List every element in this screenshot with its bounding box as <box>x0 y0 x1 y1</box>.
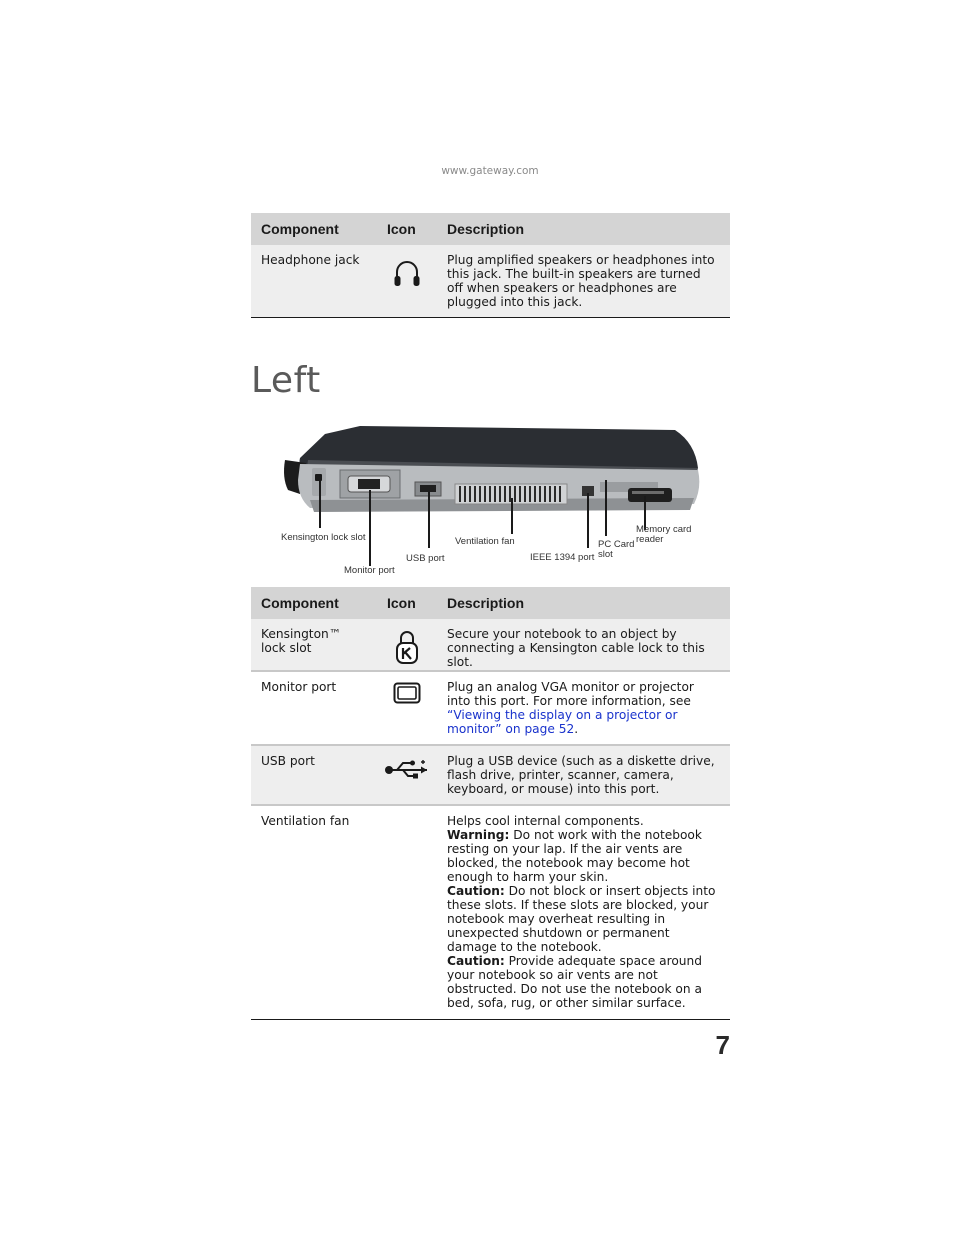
headphone-component-table <box>251 213 730 318</box>
warning-label: Warning: <box>447 828 510 842</box>
kensington-lock-icon <box>394 629 420 665</box>
caution-label: Caution: <box>447 884 505 898</box>
page-number: 7 <box>715 1030 730 1060</box>
left-side-component-table <box>251 587 730 1020</box>
component-description: Plug a USB device (such as a diskette drive, flash drive, printer, scanner, camera, keyboard, or mouse) into this port. <box>437 745 730 805</box>
table-row <box>251 245 730 318</box>
table-row <box>251 671 730 745</box>
monitor-icon <box>393 682 421 704</box>
table-row <box>251 745 730 805</box>
component-description: Plug amplified speakers or headphones into this jack. The built-in speakers are turned off when speakers or headphones are plugged into this jack. <box>437 245 730 318</box>
section-title: Left <box>251 360 321 401</box>
column-header-description: Description <box>437 587 730 619</box>
viewing-display-link[interactable]: “Viewing the display on a projector or monitor” on page 52 <box>447 708 678 736</box>
callout-monitor-port: Monitor port <box>344 565 395 576</box>
callout-ieee-1394-port: IEEE 1394 port <box>530 552 595 563</box>
caution-label: Caution: <box>447 954 505 968</box>
table-row <box>251 805 730 1020</box>
column-header-component: Component <box>251 587 377 619</box>
callout-memory-card-reader: Memory card reader <box>636 524 692 545</box>
headphone-icon <box>392 257 422 291</box>
usb-icon <box>383 758 431 780</box>
table-row <box>251 619 730 671</box>
column-header-icon: Icon <box>377 587 437 619</box>
callout-pc-card-slot: PC Card slot <box>598 539 635 560</box>
column-header-description: Description <box>437 213 730 245</box>
component-description: Secure your notebook to an object by connecting a Kensington cable lock to this slot. <box>437 619 730 671</box>
component-name: USB port <box>251 745 377 805</box>
callout-kensington-lock-slot: Kensington lock slot <box>281 532 366 543</box>
column-header-component: Component <box>251 213 377 245</box>
component-name: Monitor port <box>251 671 377 745</box>
callout-ventilation-fan: Ventilation fan <box>455 536 515 547</box>
component-description: Helps cool internal components. Warning: Do not work with the notebook resting on your lap. If the air vents are blocked, the notebook may become hot enough to harm your skin. Caution: Do not block or insert objects into these slots. If these slots are blocked, your notebook may overheat resulting in unexpected shutdown or permanent damage to the notebook. Caution: Provide adequate space around your notebook so air vents are not obstructed. Do not use the notebook on a bed, sofa, rug, or other similar surface. <box>437 805 730 1020</box>
component-name: Kensington™ lock slot <box>251 619 377 671</box>
column-header-icon: Icon <box>377 213 437 245</box>
header-url: www.gateway.com <box>441 165 539 177</box>
component-name: Headphone jack <box>251 245 377 318</box>
component-description: Plug an analog VGA monitor or projector into this port. For more information, see “Viewing the display on a projector or monitor” on page 52. <box>437 671 730 745</box>
laptop-left-side-image <box>270 418 720 583</box>
callout-usb-port: USB port <box>406 553 445 564</box>
component-name: Ventilation fan <box>251 805 377 1020</box>
